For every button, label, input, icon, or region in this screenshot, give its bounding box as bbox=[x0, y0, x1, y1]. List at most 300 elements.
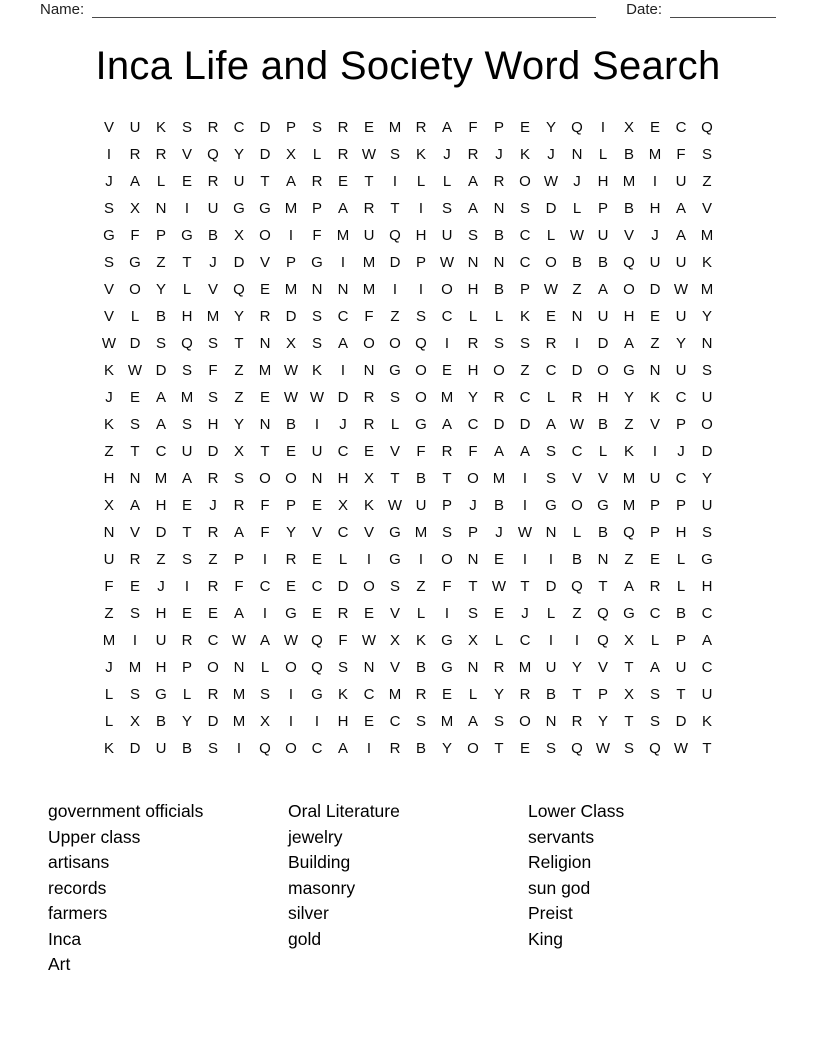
grid-letter: A bbox=[155, 389, 166, 406]
grid-letter: M bbox=[388, 119, 402, 136]
grid-letter: X bbox=[389, 632, 400, 649]
grid-letter: J bbox=[209, 254, 217, 271]
grid-letter: D bbox=[493, 416, 505, 433]
grid-letter: D bbox=[259, 119, 271, 136]
grid-letter: F bbox=[130, 227, 140, 244]
grid-letter: C bbox=[675, 119, 687, 136]
grid-letter: A bbox=[467, 713, 478, 730]
grid-letter: W bbox=[387, 497, 403, 514]
grid-letter: U bbox=[649, 470, 661, 487]
grid-letter: Z bbox=[624, 416, 634, 433]
grid-letter: I bbox=[262, 551, 268, 568]
grid-letter: Y bbox=[467, 389, 478, 406]
grid-letter: K bbox=[701, 254, 712, 271]
grid-letter: R bbox=[129, 551, 141, 568]
grid-letter: M bbox=[622, 470, 636, 487]
grid-letter: E bbox=[285, 578, 296, 595]
grid-letter: P bbox=[311, 200, 322, 217]
grid-letter: S bbox=[649, 713, 660, 730]
grid-letter: L bbox=[676, 578, 686, 595]
grid-letter: M bbox=[128, 659, 142, 676]
grid-letter: D bbox=[129, 335, 141, 352]
grid-letter: X bbox=[259, 713, 270, 730]
grid-letter: R bbox=[441, 443, 453, 460]
grid-letter: M bbox=[440, 713, 454, 730]
grid-letter: T bbox=[494, 740, 504, 757]
grid-letter: R bbox=[571, 389, 583, 406]
grid-letter: S bbox=[129, 605, 140, 622]
grid-letter: S bbox=[545, 740, 556, 757]
grid-letter: P bbox=[519, 281, 530, 298]
grid-letter: A bbox=[337, 200, 348, 217]
grid-letter: M bbox=[440, 389, 454, 406]
grid-letter: Z bbox=[572, 281, 582, 298]
grid-letter: U bbox=[103, 551, 115, 568]
grid-letter: Y bbox=[597, 713, 608, 730]
grid-letter: V bbox=[363, 524, 374, 541]
name-blank-line bbox=[92, 3, 596, 18]
grid-letter: G bbox=[285, 605, 297, 622]
grid-letter: R bbox=[519, 686, 531, 703]
grid-letter: Z bbox=[624, 551, 634, 568]
grid-letter: T bbox=[598, 578, 608, 595]
grid-letter: P bbox=[415, 254, 426, 271]
grid-letter: I bbox=[288, 686, 294, 703]
grid-letter: B bbox=[415, 659, 426, 676]
grid-letter: I bbox=[236, 740, 242, 757]
grid-letter: B bbox=[571, 254, 582, 271]
grid-letter: A bbox=[701, 632, 712, 649]
grid-letter: S bbox=[181, 362, 192, 379]
grid-letter: J bbox=[443, 146, 451, 163]
grid-letter: A bbox=[623, 335, 634, 352]
grid-letter: U bbox=[675, 173, 687, 190]
grid-letter: I bbox=[262, 605, 268, 622]
grid-letter: P bbox=[649, 524, 660, 541]
grid-letter: I bbox=[418, 281, 424, 298]
grid-letter: P bbox=[155, 227, 166, 244]
grid-letter: I bbox=[574, 632, 580, 649]
grid-letter: D bbox=[649, 281, 661, 298]
grid-letter: O bbox=[259, 470, 271, 487]
grid-letter: Q bbox=[259, 740, 271, 757]
grid-letter: M bbox=[622, 497, 636, 514]
word-item: gold bbox=[288, 928, 322, 949]
grid-letter: O bbox=[389, 335, 401, 352]
grid-letter: T bbox=[624, 659, 634, 676]
grid-letter: E bbox=[649, 551, 660, 568]
grid-letter: C bbox=[207, 632, 219, 649]
grid-letter: Z bbox=[416, 578, 426, 595]
grid-letter: A bbox=[675, 227, 686, 244]
grid-letter: O bbox=[519, 713, 531, 730]
grid-letter: E bbox=[649, 119, 660, 136]
grid-letter: O bbox=[415, 362, 427, 379]
grid-letter: Q bbox=[701, 119, 713, 136]
grid-letter: V bbox=[597, 470, 608, 487]
grid-letter: G bbox=[181, 227, 193, 244]
grid-letter: J bbox=[677, 443, 685, 460]
grid-letter: T bbox=[182, 254, 192, 271]
grid-letter: Q bbox=[571, 740, 583, 757]
grid-letter: L bbox=[468, 686, 478, 703]
grid-letter: F bbox=[468, 119, 478, 136]
grid-letter: J bbox=[495, 146, 503, 163]
grid-letter: M bbox=[284, 281, 298, 298]
grid-letter: Q bbox=[571, 578, 583, 595]
grid-letter: C bbox=[675, 470, 687, 487]
grid-letter: L bbox=[546, 227, 556, 244]
grid-letter: P bbox=[597, 686, 608, 703]
grid-letter: Z bbox=[208, 551, 218, 568]
grid-letter: C bbox=[337, 443, 349, 460]
grid-letter: O bbox=[441, 551, 453, 568]
grid-letter: S bbox=[519, 200, 530, 217]
grid-letter: I bbox=[522, 470, 528, 487]
grid-letter: L bbox=[130, 308, 140, 325]
grid-letter: I bbox=[314, 416, 320, 433]
grid-letter: J bbox=[209, 497, 217, 514]
grid-letter: T bbox=[676, 686, 686, 703]
grid-letter: E bbox=[363, 119, 374, 136]
grid-letter: Q bbox=[571, 119, 583, 136]
grid-letter: U bbox=[155, 740, 167, 757]
grid-letter: H bbox=[467, 362, 479, 379]
grid-letter: S bbox=[233, 470, 244, 487]
grid-letter: R bbox=[207, 578, 219, 595]
grid-letter: G bbox=[103, 227, 115, 244]
grid-letter: E bbox=[129, 578, 140, 595]
grid-letter: P bbox=[285, 497, 296, 514]
grid-letter: F bbox=[338, 632, 348, 649]
grid-letter: J bbox=[573, 173, 581, 190]
grid-letter: T bbox=[260, 173, 270, 190]
grid-letter: R bbox=[493, 173, 505, 190]
grid-letter: R bbox=[207, 470, 219, 487]
grid-letter: I bbox=[392, 281, 398, 298]
grid-letter: R bbox=[129, 146, 141, 163]
grid-letter: Z bbox=[104, 605, 114, 622]
grid-letter: F bbox=[416, 443, 426, 460]
grid-letter: C bbox=[571, 443, 583, 460]
grid-letter: U bbox=[675, 659, 687, 676]
grid-letter: R bbox=[285, 551, 297, 568]
word-item: sun god bbox=[528, 877, 591, 898]
grid-letter: R bbox=[259, 308, 271, 325]
grid-letter: W bbox=[595, 740, 611, 757]
grid-letter: V bbox=[649, 416, 660, 433]
grid-letter: G bbox=[259, 200, 271, 217]
grid-letter: X bbox=[623, 119, 634, 136]
grid-letter: C bbox=[389, 713, 401, 730]
grid-letter: A bbox=[675, 200, 686, 217]
grid-letter: M bbox=[492, 470, 506, 487]
grid-letter: X bbox=[337, 497, 348, 514]
grid-letter: O bbox=[129, 281, 141, 298]
grid-letter: B bbox=[545, 686, 556, 703]
grid-letter: B bbox=[155, 713, 166, 730]
grid-letter: C bbox=[337, 524, 349, 541]
word-item: Preist bbox=[528, 903, 573, 923]
grid-letter: L bbox=[650, 632, 660, 649]
grid-letter: S bbox=[389, 146, 400, 163]
word-list-column bbox=[48, 799, 288, 978]
grid-letter: V bbox=[571, 470, 582, 487]
grid-letter: O bbox=[363, 335, 375, 352]
date-label: Date: bbox=[626, 1, 662, 18]
grid-letter: W bbox=[283, 389, 299, 406]
grid-letter: N bbox=[337, 281, 349, 298]
grid-letter: H bbox=[155, 497, 167, 514]
grid-letter: G bbox=[129, 254, 141, 271]
grid-letter: F bbox=[364, 308, 374, 325]
word-item: Religion bbox=[528, 852, 592, 872]
grid-letter: G bbox=[389, 524, 401, 541]
grid-letter: F bbox=[234, 578, 244, 595]
grid-letter: W bbox=[569, 416, 585, 433]
grid-letter: O bbox=[363, 578, 375, 595]
grid-letter: Y bbox=[233, 308, 244, 325]
grid-letter: V bbox=[103, 119, 114, 136]
grid-letter: E bbox=[181, 497, 192, 514]
grid-letter: S bbox=[181, 416, 192, 433]
grid-letter: S bbox=[389, 389, 400, 406]
grid-letter: D bbox=[337, 389, 349, 406]
grid-letter: V bbox=[311, 524, 322, 541]
grid-letter: U bbox=[181, 443, 193, 460]
grid-letter: O bbox=[285, 740, 297, 757]
grid-letter: O bbox=[623, 281, 635, 298]
grid-letter: E bbox=[311, 551, 322, 568]
grid-letter: A bbox=[233, 524, 244, 541]
grid-letter: H bbox=[415, 227, 427, 244]
grid-letter: C bbox=[259, 578, 271, 595]
grid-letter: N bbox=[545, 524, 557, 541]
grid-letter: I bbox=[574, 335, 580, 352]
grid-letter: P bbox=[233, 551, 244, 568]
grid-letter: L bbox=[468, 308, 478, 325]
grid-letter: S bbox=[129, 686, 140, 703]
grid-letter: M bbox=[362, 281, 376, 298]
grid-letter: H bbox=[597, 389, 609, 406]
grid-letter: C bbox=[519, 254, 531, 271]
word-item: silver bbox=[288, 903, 329, 923]
grid-letter: J bbox=[469, 497, 477, 514]
grid-letter: T bbox=[390, 470, 400, 487]
grid-letter: R bbox=[363, 416, 375, 433]
grid-letter: H bbox=[155, 605, 167, 622]
grid-letter: W bbox=[309, 389, 325, 406]
grid-letter: S bbox=[493, 335, 504, 352]
grid-letter: Q bbox=[415, 335, 427, 352]
grid-letter: O bbox=[545, 254, 557, 271]
grid-letter: T bbox=[130, 443, 140, 460]
grid-letter: H bbox=[649, 200, 661, 217]
grid-letter: X bbox=[233, 443, 244, 460]
grid-letter: E bbox=[441, 362, 452, 379]
grid-letter: Y bbox=[285, 524, 296, 541]
grid-letter: H bbox=[207, 416, 219, 433]
grid-letter: L bbox=[390, 416, 400, 433]
grid-letter: T bbox=[260, 443, 270, 460]
grid-letter: I bbox=[522, 497, 528, 514]
grid-letter: N bbox=[103, 524, 115, 541]
grid-letter: V bbox=[103, 281, 114, 298]
grid-letter: V bbox=[207, 281, 218, 298]
word-item: Building bbox=[288, 852, 351, 872]
grid-letter: L bbox=[104, 686, 114, 703]
grid-letter: G bbox=[389, 551, 401, 568]
grid-letter: R bbox=[311, 173, 323, 190]
grid-letter: Z bbox=[234, 362, 244, 379]
grid-letter: N bbox=[363, 362, 375, 379]
grid-letter: W bbox=[673, 281, 689, 298]
grid-letter: A bbox=[129, 173, 140, 190]
grid-letter: R bbox=[467, 146, 479, 163]
grid-letter: S bbox=[467, 605, 478, 622]
grid-letter: I bbox=[340, 254, 346, 271]
grid-letter: E bbox=[207, 605, 218, 622]
grid-letter: N bbox=[233, 659, 245, 676]
grid-letter: K bbox=[103, 362, 114, 379]
grid-letter: K bbox=[415, 146, 426, 163]
grid-letter: D bbox=[389, 254, 401, 271]
grid-letter: E bbox=[363, 605, 374, 622]
grid-letter: N bbox=[571, 308, 583, 325]
grid-letter: M bbox=[518, 659, 532, 676]
grid-letter: I bbox=[548, 632, 554, 649]
grid-letter: A bbox=[337, 740, 348, 757]
grid-letter: I bbox=[418, 551, 424, 568]
grid-letter: O bbox=[467, 740, 479, 757]
grid-letter: K bbox=[103, 416, 114, 433]
grid-letter: R bbox=[207, 524, 219, 541]
grid-letter: P bbox=[649, 497, 660, 514]
grid-letter: I bbox=[652, 173, 658, 190]
grid-letter: Z bbox=[156, 551, 166, 568]
grid-letter: T bbox=[702, 740, 712, 757]
grid-letter: S bbox=[545, 443, 556, 460]
grid-letter: U bbox=[207, 200, 219, 217]
grid-letter: C bbox=[467, 416, 479, 433]
grid-letter: P bbox=[467, 524, 478, 541]
grid-letter: Y bbox=[675, 335, 686, 352]
grid-letter: K bbox=[311, 362, 322, 379]
grid-letter: V bbox=[389, 605, 400, 622]
name-date-header bbox=[40, 0, 776, 19]
grid-letter: A bbox=[467, 200, 478, 217]
grid-letter: O bbox=[519, 173, 531, 190]
grid-letter: I bbox=[548, 551, 554, 568]
grid-letter: N bbox=[545, 713, 557, 730]
grid-letter: Z bbox=[650, 335, 660, 352]
grid-letter: M bbox=[414, 524, 428, 541]
page-title: Inca Life and Society Word Search bbox=[95, 44, 721, 88]
grid-letter: X bbox=[103, 497, 114, 514]
grid-letter: C bbox=[519, 632, 531, 649]
grid-letter: U bbox=[597, 227, 609, 244]
grid-letter: Y bbox=[233, 146, 244, 163]
grid-letter: A bbox=[467, 173, 478, 190]
grid-letter: B bbox=[623, 146, 634, 163]
grid-letter: J bbox=[105, 659, 113, 676]
grid-letter: H bbox=[337, 713, 349, 730]
grid-letter: H bbox=[597, 173, 609, 190]
grid-letter: K bbox=[415, 632, 426, 649]
grid-letter: M bbox=[388, 686, 402, 703]
grid-letter: F bbox=[260, 497, 270, 514]
grid-letter: R bbox=[181, 632, 193, 649]
grid-letter: K bbox=[103, 740, 114, 757]
grid-letter: I bbox=[366, 551, 372, 568]
grid-letter: N bbox=[155, 200, 167, 217]
grid-letter: Q bbox=[597, 605, 609, 622]
grid-letter: D bbox=[233, 254, 245, 271]
grid-letter: L bbox=[338, 551, 348, 568]
grid-letter: Y bbox=[545, 119, 556, 136]
grid-letter: R bbox=[337, 605, 349, 622]
grid-letter: V bbox=[701, 200, 712, 217]
grid-letter: I bbox=[340, 362, 346, 379]
word-item: government officials bbox=[48, 801, 204, 821]
grid-letter: D bbox=[701, 443, 713, 460]
grid-letter: U bbox=[675, 308, 687, 325]
grid-letter: M bbox=[700, 281, 714, 298]
grid-letter: I bbox=[288, 713, 294, 730]
grid-letter: Y bbox=[441, 740, 452, 757]
grid-letter: D bbox=[519, 416, 531, 433]
grid-letter: U bbox=[155, 632, 167, 649]
grid-letter: W bbox=[543, 173, 559, 190]
grid-letter: S bbox=[337, 659, 348, 676]
grid-letter: O bbox=[571, 497, 583, 514]
grid-letter: I bbox=[522, 551, 528, 568]
grid-letter: G bbox=[415, 416, 427, 433]
grid-letter: N bbox=[701, 335, 713, 352]
grid-letter: C bbox=[311, 740, 323, 757]
grid-letter: Y bbox=[155, 281, 166, 298]
grid-letter: O bbox=[493, 362, 505, 379]
grid-letter: D bbox=[597, 335, 609, 352]
grid-letter: I bbox=[314, 713, 320, 730]
grid-letter: V bbox=[389, 443, 400, 460]
grid-letter: L bbox=[416, 173, 426, 190]
grid-letter: L bbox=[572, 524, 582, 541]
grid-letter: R bbox=[389, 740, 401, 757]
grid-letter: L bbox=[416, 605, 426, 622]
grid-letter: J bbox=[651, 227, 659, 244]
word-item: farmers bbox=[48, 903, 108, 923]
grid-letter: J bbox=[521, 605, 529, 622]
grid-letter: D bbox=[337, 578, 349, 595]
grid-letter: G bbox=[623, 605, 635, 622]
grid-letter: S bbox=[155, 335, 166, 352]
grid-letter: D bbox=[207, 443, 219, 460]
word-item: servants bbox=[528, 826, 595, 847]
word-item: Lower Class bbox=[528, 801, 625, 821]
grid-letter: A bbox=[233, 605, 244, 622]
grid-letter: N bbox=[493, 254, 505, 271]
grid-letter: I bbox=[600, 119, 606, 136]
grid-letter: Z bbox=[390, 308, 400, 325]
word-list-column bbox=[288, 799, 528, 978]
grid-letter: M bbox=[180, 389, 194, 406]
grid-letter: D bbox=[675, 713, 687, 730]
grid-letter: N bbox=[259, 335, 271, 352]
grid-letter: M bbox=[622, 173, 636, 190]
grid-letter: L bbox=[104, 713, 114, 730]
grid-letter: E bbox=[181, 605, 192, 622]
